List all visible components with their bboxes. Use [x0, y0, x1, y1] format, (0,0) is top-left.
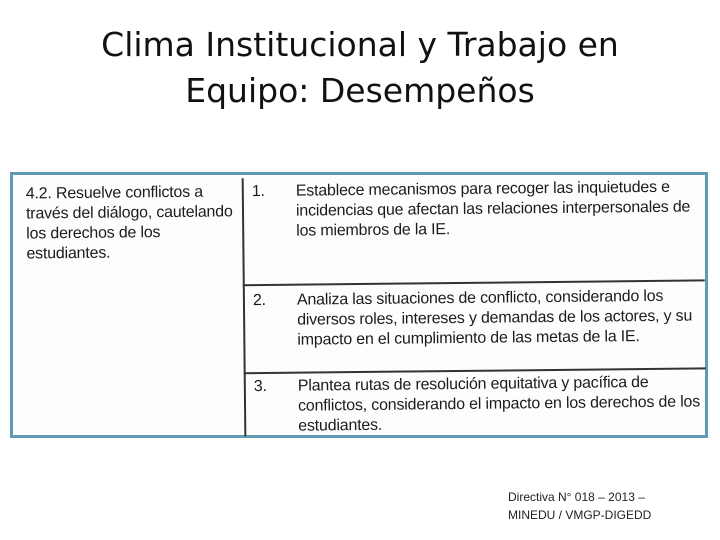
- performance-item-3: [254, 372, 707, 437]
- slide-title-line-1: Clima Institucional y Trabajo en: [101, 25, 619, 64]
- item-number: 2.: [252, 291, 266, 310]
- slide-title: [40, 22, 680, 114]
- source-footnote: [508, 488, 708, 524]
- slide-title-line-2: Equipo: Desempeños: [185, 71, 535, 110]
- item-number: 3.: [253, 377, 267, 396]
- item-number: 1.: [251, 183, 265, 201]
- footnote-line-1: Directiva N° 018 – 2013 –: [508, 490, 645, 504]
- item-text: Plantea rutas de resolución equitativa y pacífica de conflictos, considerando el impacto en los derechos de los estudiantes.: [297, 373, 701, 435]
- footnote-line-2: MINEDU / VMGP-DIGEDD: [508, 508, 652, 522]
- competency-cell: 4.2. Resuelve conflictos a través del diálogo, cautelando los derechos de los estudiantes.: [25, 183, 233, 263]
- item-text: Establece mecanismos para recoger las inquietudes e incidencias que afectan las relaciones interpersonales de los miembros de la IE.: [295, 178, 691, 240]
- performance-table: [18, 173, 705, 438]
- performance-item-2: [253, 286, 706, 351]
- scanned-table-frame: [10, 172, 708, 438]
- column-divider: [242, 178, 246, 436]
- performance-item-1: [252, 177, 705, 242]
- item-text: Analiza las situaciones de conflicto, considerando los diversos roles, intereses y demandas de los actores, y su impacto en el cumplimiento de las metas de la IE.: [296, 287, 693, 349]
- row-divider: [243, 279, 705, 285]
